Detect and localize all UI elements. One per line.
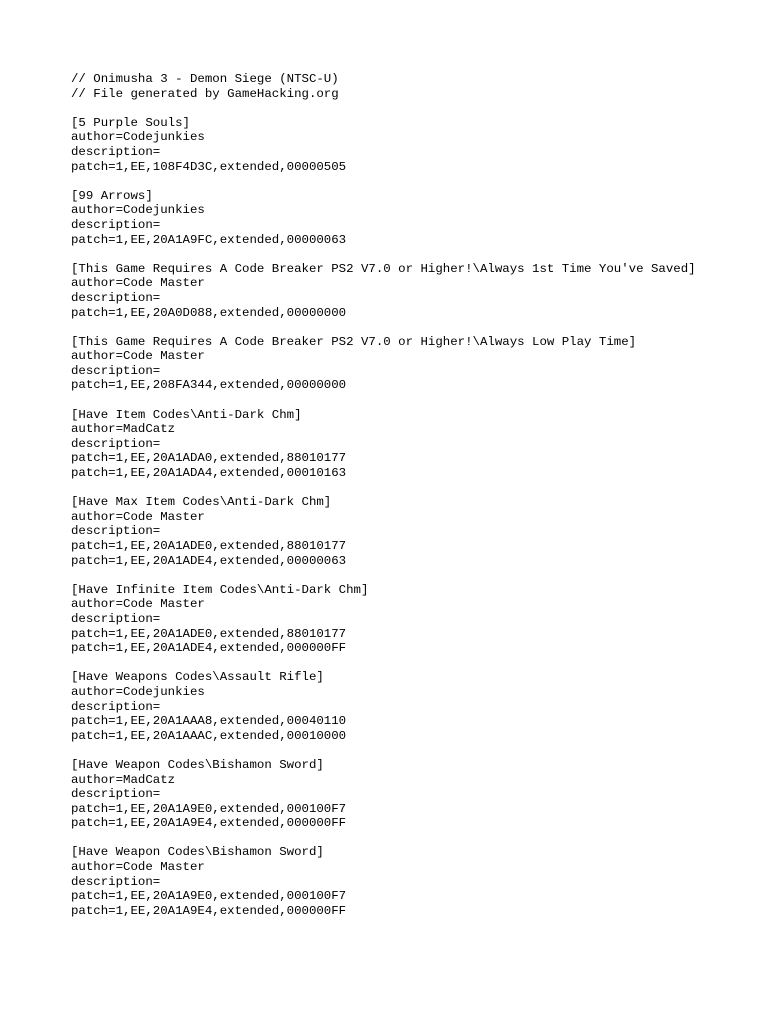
entry-patch: patch=1,EE,20A1A9FC,extended,00000063 [71,232,347,247]
entry-patch: patch=1,EE,20A1AAAC,extended,00010000 [71,728,347,743]
entry-title: [Have Max Item Codes\Anti-Dark Chm] [71,495,332,510]
code-entry-have-item-anti-dark-chm [71,408,751,481]
entry-description: description= [71,611,161,626]
entry-description: description= [71,217,161,232]
entry-author: author=MadCatz [71,422,176,437]
entry-patch: patch=1,EE,108F4D3C,extended,00000505 [71,159,347,174]
code-entry-have-weapon-bishamon-sword-code-master [71,845,751,918]
code-entry-have-infinite-item-anti-dark-chm [71,583,751,656]
entry-description: description= [71,787,161,802]
entry-patch: patch=1,EE,20A1ADE4,extended,00000063 [71,553,347,568]
entry-author: author=Codejunkies [71,684,205,699]
entry-description: description= [71,436,161,451]
header-comment-title: // Onimusha 3 - Demon Siege (NTSC-U) [71,72,339,86]
entry-patch: patch=1,EE,20A1A9E4,extended,000000FF [71,816,347,831]
entry-title: [Have Weapon Codes\Bishamon Sword] [71,757,324,772]
entry-author: author=Code Master [71,597,205,612]
code-entry-always-1st-time-saved [71,262,751,320]
entry-title: [Have Infinite Item Codes\Anti-Dark Chm] [71,582,369,597]
entry-author: author=Code Master [71,509,205,524]
entry-title: [99 Arrows] [71,188,153,203]
entry-title: [This Game Requires A Code Breaker PS2 V7.0 or Higher!\Always Low Play Time] [71,334,637,349]
document-page [71,72,751,918]
file-header [71,72,751,101]
entry-description: description= [71,874,161,889]
entry-description: description= [71,524,161,539]
entry-patch: patch=1,EE,20A1ADA0,extended,88010177 [71,451,347,466]
entry-title: [Have Item Codes\Anti-Dark Chm] [71,407,302,422]
code-entry-99-arrows [71,189,751,247]
entry-author: author=Code Master [71,860,205,875]
entry-patch: patch=1,EE,20A1ADE0,extended,88010177 [71,539,347,553]
entry-patch: patch=1,EE,208FA344,extended,00000000 [71,378,347,393]
entry-patch: patch=1,EE,20A1A9E0,extended,000100F7 [71,889,347,904]
entry-description: description= [71,290,161,305]
entry-description: description= [71,144,161,159]
code-entry-have-weapons-assault-rifle [71,670,751,743]
entry-patch: patch=1,EE,20A1A9E0,extended,000100F7 [71,801,347,816]
entry-patch: patch=1,EE,20A1ADE4,extended,000000FF [71,641,347,656]
entry-author: author=Codejunkies [71,130,205,145]
entry-description: description= [71,699,161,714]
entry-patch: patch=1,EE,20A1ADE0,extended,88010177 [71,626,347,641]
entry-patch: patch=1,EE,20A1ADA4,extended,00010163 [71,466,347,481]
code-entry-have-weapon-bishamon-sword-madcatz [71,758,751,831]
code-entry-5-purple-souls [71,116,751,174]
entry-title: [Have Weapon Codes\Bishamon Sword] [71,845,324,860]
entry-author: author=Code Master [71,349,205,364]
entry-author: author=MadCatz [71,772,176,787]
code-entry-have-max-item-anti-dark-chm [71,495,751,568]
entry-patch: patch=1,EE,20A1AAA8,extended,00040110 [71,714,347,729]
entry-title: [This Game Requires A Code Breaker PS2 V7.0 or Higher!\Always 1st Time You've Saved] [71,261,696,276]
entry-title: [5 Purple Souls] [71,115,190,130]
entry-title: [Have Weapons Codes\Assault Rifle] [71,670,324,685]
header-comment-generator: // File generated by GameHacking.org [71,86,339,101]
entry-description: description= [71,363,161,378]
code-entry-always-low-play-time [71,335,751,393]
entry-patch: patch=1,EE,20A0D088,extended,00000000 [71,305,347,320]
entry-author: author=Code Master [71,276,205,291]
entry-patch: patch=1,EE,20A1A9E4,extended,000000FF [71,903,347,918]
entry-author: author=Codejunkies [71,203,205,218]
